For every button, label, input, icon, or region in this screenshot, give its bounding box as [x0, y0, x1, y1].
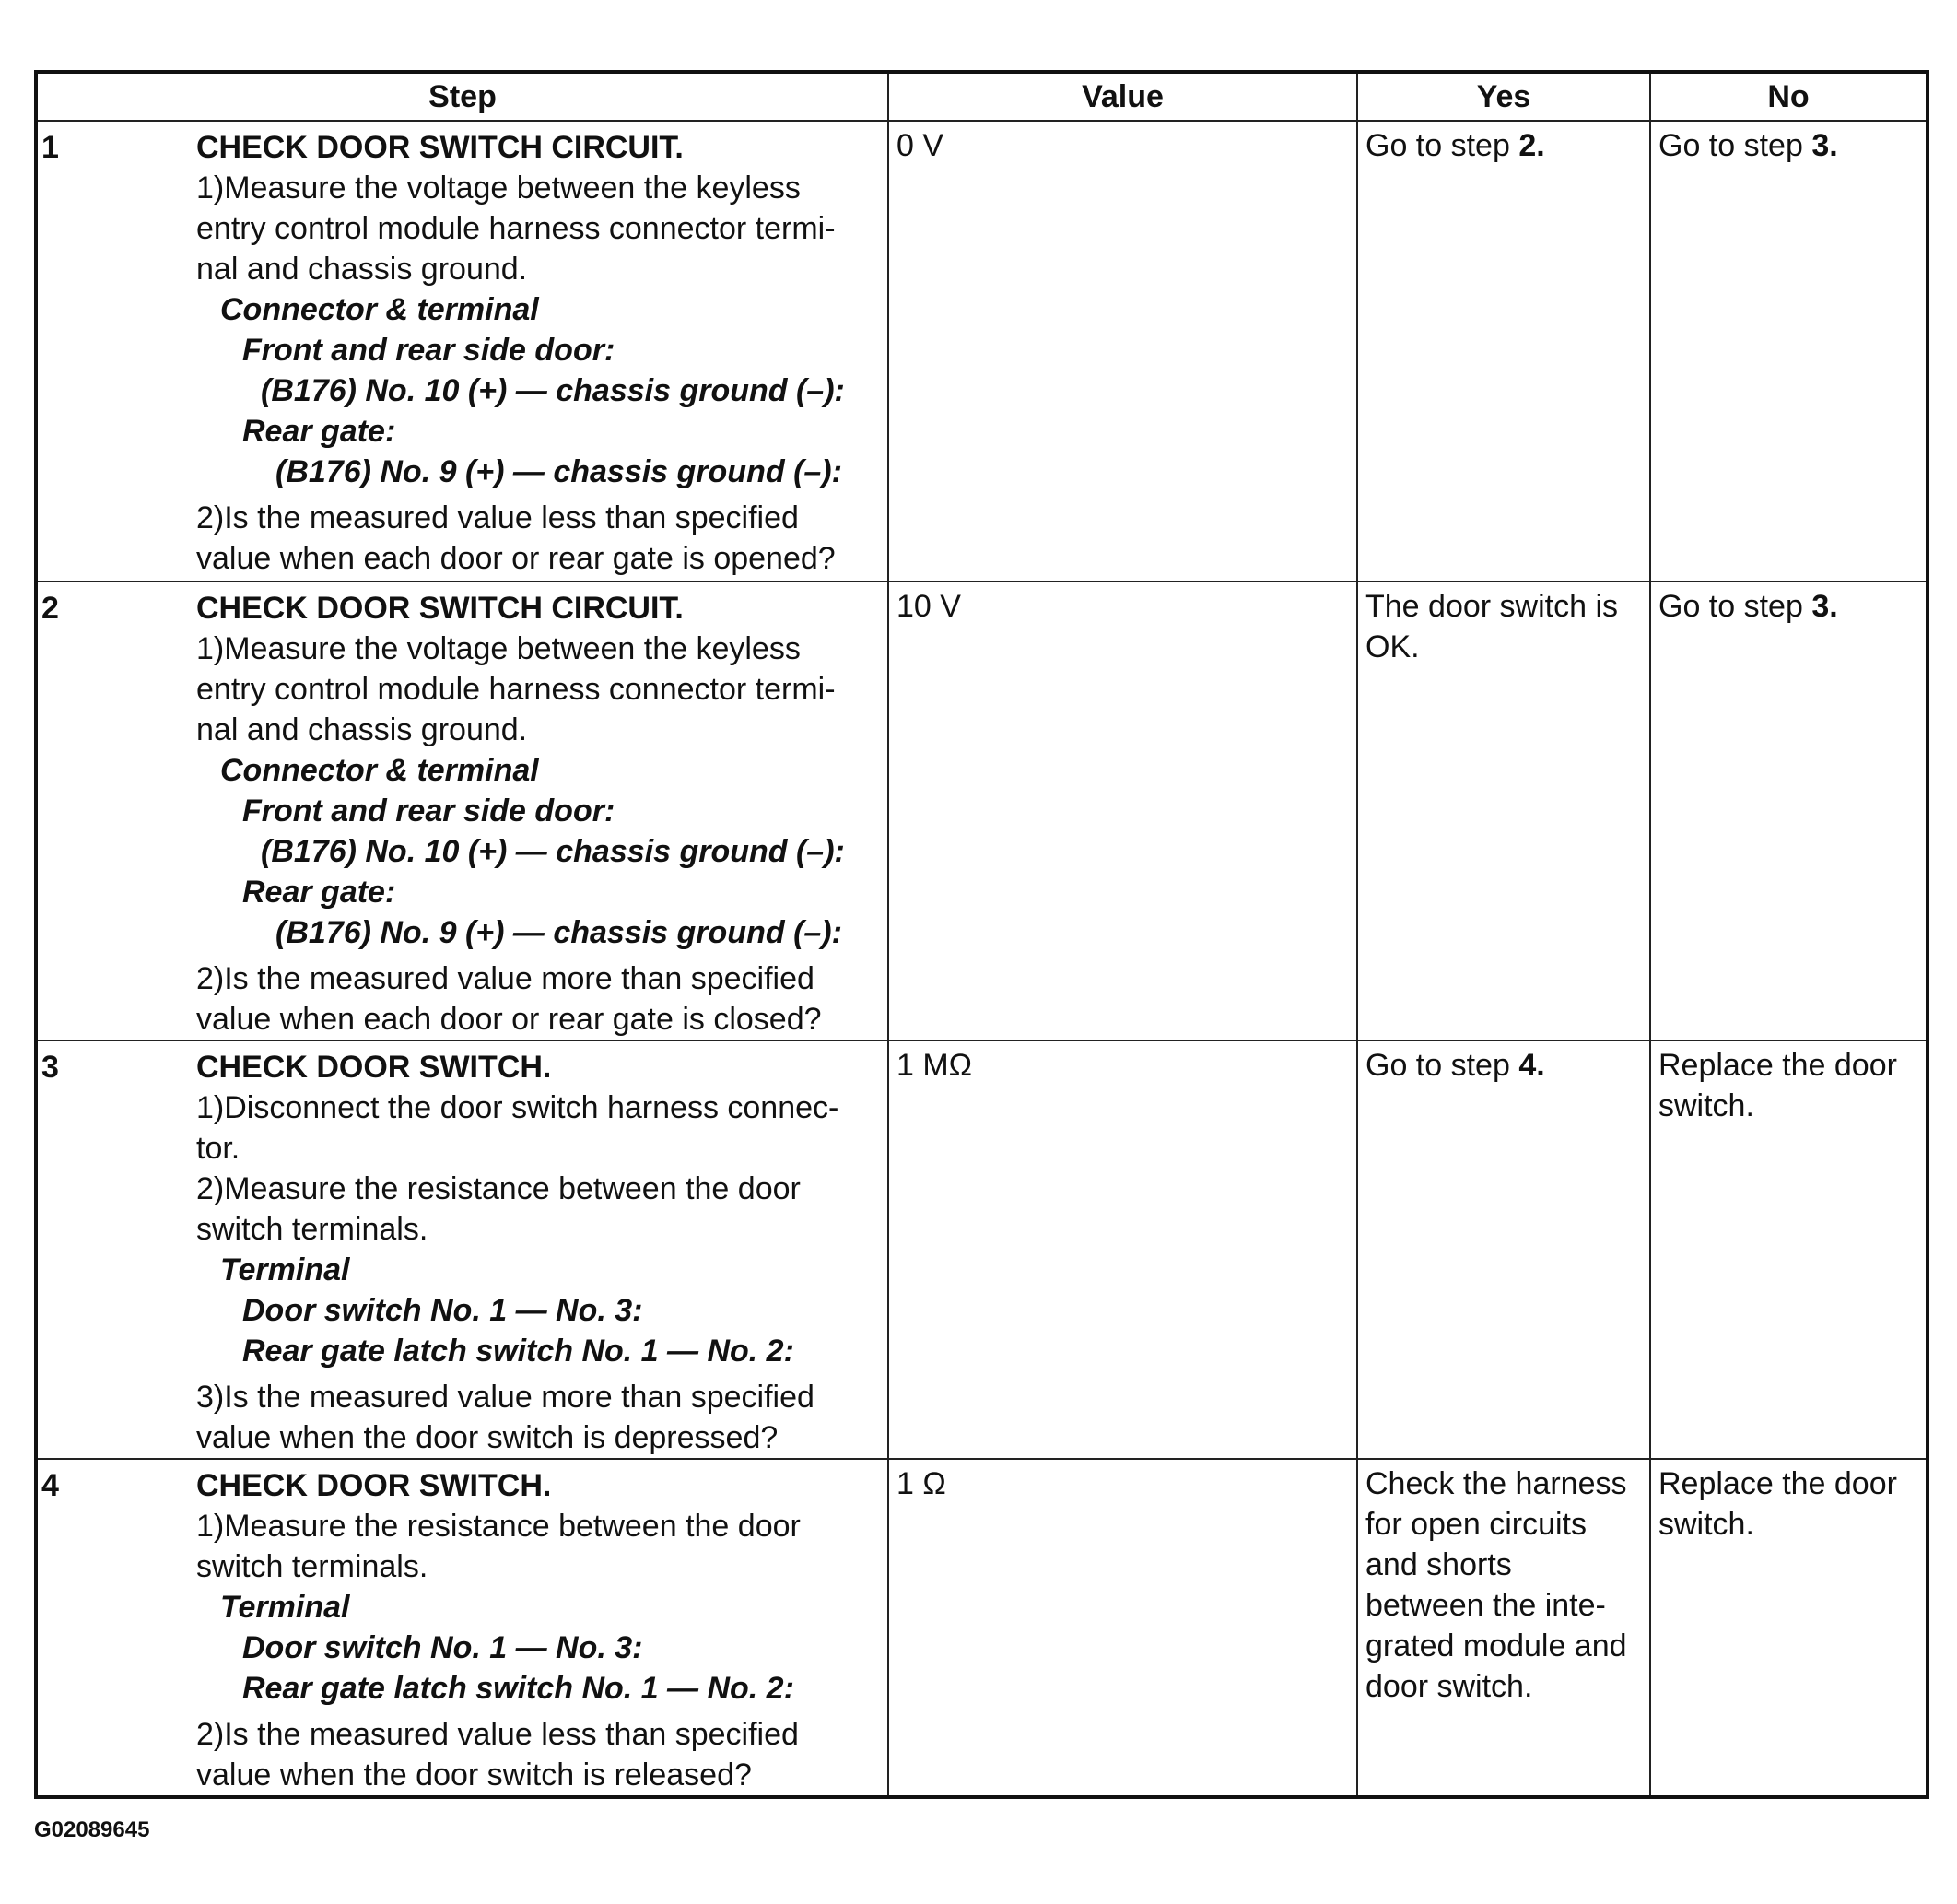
no-text: Go to step	[1658, 128, 1812, 163]
no-step-ref: 3.	[1811, 128, 1838, 163]
step-question	[196, 1377, 887, 1458]
step-cell	[36, 582, 888, 1040]
header-no: No	[1650, 72, 1928, 121]
sub-heading: Connector & terminal	[220, 292, 539, 327]
table-row	[36, 121, 1928, 582]
step-question	[196, 958, 887, 1040]
step-number: 1	[41, 130, 59, 165]
step-text: entry control module harness connector termi-	[196, 211, 836, 246]
yes-cell	[1357, 1459, 1650, 1797]
no-cell	[1650, 1040, 1928, 1459]
yes-text: The door switch is	[1365, 589, 1618, 624]
yes-step-ref: 2.	[1518, 128, 1545, 163]
step-text: 2)Is the measured value less than specified	[196, 500, 799, 535]
step-text: 1)Measure the voltage between the keyless	[196, 170, 801, 206]
step-text: nal and chassis ground.	[196, 712, 528, 747]
step-number: 4	[41, 1468, 59, 1503]
table-header-row	[36, 72, 1928, 121]
step-text: 1)Measure the voltage between the keyless	[196, 631, 801, 666]
step-body	[196, 582, 887, 1040]
header-value: Value	[888, 72, 1357, 121]
step-text: tor.	[196, 1131, 240, 1166]
sub-item: Door switch No. 1 — No. 3:	[242, 1630, 643, 1665]
no-cell	[1650, 582, 1928, 1040]
step-title: CHECK DOOR SWITCH.	[196, 1050, 552, 1085]
step-body	[196, 122, 887, 579]
yes-text: Check the harness	[1365, 1466, 1627, 1501]
step-number: 3	[41, 1050, 59, 1085]
no-text: Replace the door	[1658, 1466, 1897, 1501]
step-question	[196, 498, 887, 579]
step-cell	[36, 1040, 888, 1459]
step-text: value when each door or rear gate is opened?	[196, 541, 836, 576]
yes-text: Go to step	[1365, 128, 1519, 163]
no-text: Go to step	[1658, 589, 1812, 624]
step-body	[196, 1041, 887, 1458]
yes-text: grated module and	[1365, 1628, 1627, 1663]
yes-text: door switch.	[1365, 1669, 1533, 1704]
value-cell: 1 MΩ	[888, 1040, 1357, 1459]
value-cell: 1 Ω	[888, 1459, 1357, 1797]
yes-text: between the inte-	[1365, 1588, 1606, 1623]
value-cell: 10 V	[888, 582, 1357, 1040]
table-row	[36, 1040, 1928, 1459]
no-step-ref: 3.	[1811, 589, 1838, 624]
no-text: Replace the door	[1658, 1048, 1897, 1083]
step-text: 1)Measure the resistance between the door	[196, 1509, 801, 1544]
sub-item: Rear gate:	[242, 875, 396, 910]
sub-heading: Connector & terminal	[220, 753, 539, 788]
yes-text: Go to step	[1365, 1048, 1519, 1083]
step-text: 1)Disconnect the door switch harness connec-	[196, 1090, 839, 1125]
yes-cell	[1357, 121, 1650, 582]
step-text: entry control module harness connector termi-	[196, 672, 836, 707]
step-title: CHECK DOOR SWITCH CIRCUIT.	[196, 591, 684, 626]
step-text: switch terminals.	[196, 1549, 428, 1584]
yes-cell	[1357, 582, 1650, 1040]
sub-item: Rear gate latch switch No. 1 — No. 2:	[242, 1334, 794, 1369]
step-cell	[36, 121, 888, 582]
header-yes: Yes	[1357, 72, 1650, 121]
step-title: CHECK DOOR SWITCH.	[196, 1468, 552, 1503]
sub-item: Door switch No. 1 — No. 3:	[242, 1293, 643, 1328]
yes-text: OK.	[1365, 629, 1420, 664]
sub-heading: Terminal	[220, 1252, 350, 1287]
sub-item: Rear gate:	[242, 414, 396, 449]
step-text: switch terminals.	[196, 1212, 428, 1247]
diagnostic-table	[34, 70, 1929, 1799]
no-cell	[1650, 1459, 1928, 1797]
step-number: 2	[41, 591, 59, 626]
yes-step-ref: 4.	[1518, 1048, 1545, 1083]
step-question	[196, 1714, 887, 1795]
sub-item: Rear gate latch switch No. 1 — No. 2:	[242, 1671, 794, 1706]
step-cell	[36, 1459, 888, 1797]
yes-cell	[1357, 1040, 1650, 1459]
sub-item: Front and rear side door:	[242, 793, 615, 829]
no-text: switch.	[1658, 1507, 1754, 1542]
sub-item-detail: (B176) No. 9 (+) — chassis ground (–):	[275, 454, 842, 489]
no-cell	[1650, 121, 1928, 582]
header-step: Step	[36, 72, 888, 121]
no-text: switch.	[1658, 1088, 1754, 1123]
sub-heading: Terminal	[220, 1590, 350, 1625]
step-title: CHECK DOOR SWITCH CIRCUIT.	[196, 130, 684, 165]
sub-item-detail: (B176) No. 10 (+) — chassis ground (–):	[261, 373, 845, 408]
yes-text: for open circuits	[1365, 1507, 1587, 1542]
figure-id: G02089645	[34, 1817, 150, 1842]
step-text: nal and chassis ground.	[196, 252, 528, 287]
table-row	[36, 1459, 1928, 1797]
sub-item-detail: (B176) No. 9 (+) — chassis ground (–):	[275, 915, 842, 950]
step-body	[196, 1460, 887, 1795]
yes-text: and shorts	[1365, 1547, 1512, 1582]
step-text: 2)Is the measured value less than specified	[196, 1717, 799, 1752]
step-text: 2)Measure the resistance between the door	[196, 1171, 801, 1206]
sub-item-detail: (B176) No. 10 (+) — chassis ground (–):	[261, 834, 845, 869]
step-text: 3)Is the measured value more than specified	[196, 1380, 814, 1415]
step-text: value when the door switch is depressed?	[196, 1420, 779, 1455]
step-text: value when each door or rear gate is closed?	[196, 1002, 822, 1037]
table-row	[36, 582, 1928, 1040]
sub-item: Front and rear side door:	[242, 333, 615, 368]
step-text: 2)Is the measured value more than specified	[196, 961, 814, 996]
value-cell: 0 V	[888, 121, 1357, 582]
step-text: value when the door switch is released?	[196, 1757, 752, 1792]
